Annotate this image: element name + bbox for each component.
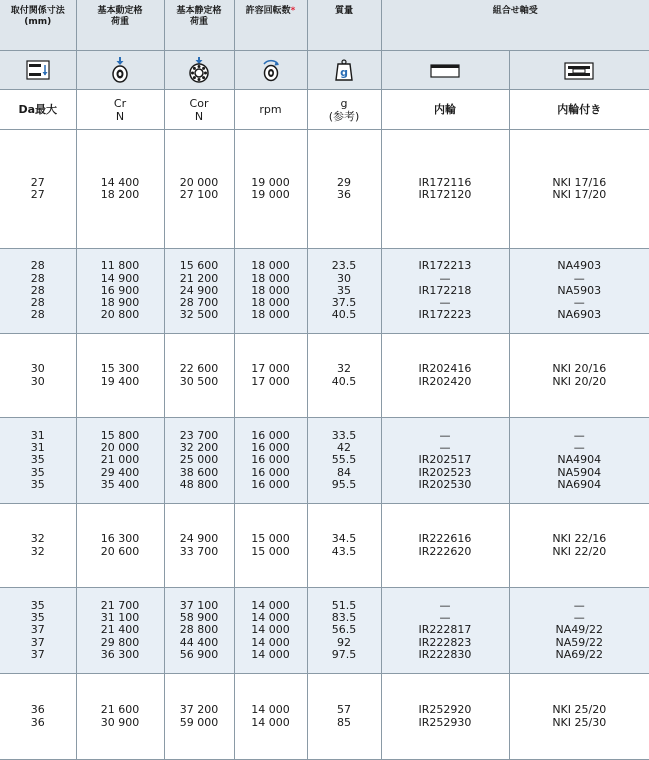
cell-value: NA5903 xyxy=(510,285,649,297)
cell-value: 38 600 xyxy=(165,467,234,479)
cell-value: 17 000 xyxy=(235,363,307,375)
cell-value: 35 xyxy=(0,479,76,491)
cell-value: 58 900 xyxy=(165,612,234,624)
cell-value: 33 700 xyxy=(165,546,234,558)
header-combo-text: 組合せ軸受 xyxy=(493,6,538,16)
cell-value: 20 000 xyxy=(165,177,234,189)
cell-value: 56.5 xyxy=(308,624,381,636)
cell-value: IR172218 xyxy=(382,285,509,297)
cell-value: 27 xyxy=(0,189,76,201)
cell-with-inner-ring xyxy=(509,588,649,674)
cell-value: IR222817 xyxy=(382,624,509,636)
cell-value: NKI 22/20 xyxy=(510,546,649,558)
cell-value: — xyxy=(382,297,509,309)
cell-cor xyxy=(164,418,234,504)
unit-inner-ring: 内輪 xyxy=(381,90,509,130)
cell-value: 29 800 xyxy=(77,637,164,649)
cell-da-max xyxy=(0,504,76,588)
cell-value: 20 000 xyxy=(77,442,164,454)
header-static-load xyxy=(164,0,234,51)
weight-g-icon xyxy=(334,59,354,81)
cell-value: 11 800 xyxy=(77,260,164,272)
header-mass xyxy=(307,0,381,51)
cell-value: IR222616 xyxy=(382,533,509,545)
cell-value: 31 100 xyxy=(77,612,164,624)
inner-ring-icon xyxy=(430,64,460,78)
cell-mass xyxy=(307,334,381,418)
cell-value: 18 000 xyxy=(235,285,307,297)
cell-value: 56 900 xyxy=(165,649,234,661)
cell-value: 48 800 xyxy=(165,479,234,491)
cell-value: 17 000 xyxy=(235,376,307,388)
header-cr-text: 基本動定格 荷重 xyxy=(97,6,142,27)
row-group xyxy=(0,418,649,504)
cell-value: NKI 22/16 xyxy=(510,533,649,545)
cell-value: 28 xyxy=(0,260,76,272)
cell-mass xyxy=(307,674,381,760)
cell-value: — xyxy=(382,442,509,454)
cell-value: 14 000 xyxy=(235,637,307,649)
row-group xyxy=(0,674,649,760)
cell-da-max xyxy=(0,588,76,674)
cell-value: 15 800 xyxy=(77,430,164,442)
cell-value: NKI 25/20 xyxy=(510,704,649,716)
cell-inner-ring xyxy=(381,334,509,418)
cell-rpm xyxy=(234,588,307,674)
row-group xyxy=(0,504,649,588)
icon-cell-cr xyxy=(76,51,164,90)
cell-value: 30 xyxy=(308,273,381,285)
cell-value: NA6903 xyxy=(510,309,649,321)
cell-value: IR252920 xyxy=(382,704,509,716)
icon-cell-mass xyxy=(307,51,381,90)
cell-cr xyxy=(76,418,164,504)
cell-rpm xyxy=(234,418,307,504)
cell-value: 30 xyxy=(0,376,76,388)
cell-cor xyxy=(164,504,234,588)
cell-value: IR172213 xyxy=(382,260,509,272)
cell-value: NKI 20/16 xyxy=(510,363,649,375)
cell-value: IR202530 xyxy=(382,479,509,491)
cell-mass xyxy=(307,504,381,588)
cell-value: 14 400 xyxy=(77,177,164,189)
cell-value: 18 200 xyxy=(77,189,164,201)
cell-value: 14 900 xyxy=(77,273,164,285)
cell-value: 19 000 xyxy=(235,189,307,201)
cell-value: 34.5 xyxy=(308,533,381,545)
cell-value: 16 000 xyxy=(235,442,307,454)
cell-value: IR202523 xyxy=(382,467,509,479)
cell-value: NKI 20/20 xyxy=(510,376,649,388)
unit-with-inner: 内輪付き xyxy=(509,90,649,130)
cell-value: 15 600 xyxy=(165,260,234,272)
icon-cell-with-inner xyxy=(509,51,649,90)
cell-value: 16 000 xyxy=(235,430,307,442)
cell-value: 16 900 xyxy=(77,285,164,297)
cell-value: 28 xyxy=(0,309,76,321)
cell-value: 29 xyxy=(308,177,381,189)
cell-value: 44 400 xyxy=(165,637,234,649)
cell-value: — xyxy=(510,273,649,285)
cell-value: 16 000 xyxy=(235,479,307,491)
cell-rpm xyxy=(234,130,307,249)
cell-value: 57 xyxy=(308,704,381,716)
cell-value: 19 000 xyxy=(235,177,307,189)
cell-value: 30 900 xyxy=(77,717,164,729)
cell-inner-ring xyxy=(381,674,509,760)
cell-value: 28 xyxy=(0,297,76,309)
header-row-icons xyxy=(0,51,649,90)
cell-value: 37 100 xyxy=(165,600,234,612)
row-group xyxy=(0,334,649,418)
cell-inner-ring xyxy=(381,249,509,334)
cell-da-max xyxy=(0,249,76,334)
icon-cell-inner-ring xyxy=(381,51,509,90)
unit-mass: g (参考) xyxy=(307,90,381,130)
header-dynamic-load xyxy=(76,0,164,51)
cell-value: IR222823 xyxy=(382,637,509,649)
cell-value: IR222620 xyxy=(382,546,509,558)
cell-value: 19 400 xyxy=(77,376,164,388)
cell-value: 35 xyxy=(0,454,76,466)
cell-value: — xyxy=(510,600,649,612)
cell-value: IR172120 xyxy=(382,189,509,201)
cell-value: NA6904 xyxy=(510,479,649,491)
cell-value: 24 900 xyxy=(165,285,234,297)
cell-value: 37 xyxy=(0,637,76,649)
cell-value: 36 xyxy=(0,704,76,716)
cell-value: 28 xyxy=(0,273,76,285)
cell-cor xyxy=(164,334,234,418)
cell-value: 85 xyxy=(308,717,381,729)
cell-value: 20 600 xyxy=(77,546,164,558)
unit-rpm: rpm xyxy=(234,90,307,130)
cell-cr xyxy=(76,130,164,249)
cell-value: NA4903 xyxy=(510,260,649,272)
cell-inner-ring xyxy=(381,504,509,588)
cell-value: 28 800 xyxy=(165,624,234,636)
cell-cr xyxy=(76,249,164,334)
header-mounting-dimension xyxy=(0,0,76,51)
cell-value: 14 000 xyxy=(235,649,307,661)
header-combined-bearing xyxy=(381,0,649,51)
cell-cor xyxy=(164,588,234,674)
cell-value: — xyxy=(510,297,649,309)
cell-inner-ring xyxy=(381,130,509,249)
cell-value: 15 300 xyxy=(77,363,164,375)
cell-cor xyxy=(164,674,234,760)
cell-rpm xyxy=(234,334,307,418)
cell-rpm xyxy=(234,504,307,588)
cell-value: IR202420 xyxy=(382,376,509,388)
cell-da-max xyxy=(0,334,76,418)
header-row-titles xyxy=(0,0,649,51)
cell-value: 21 600 xyxy=(77,704,164,716)
cell-value: 36 xyxy=(0,717,76,729)
row-group xyxy=(0,130,649,249)
cell-value: 40.5 xyxy=(308,376,381,388)
cell-value: 28 700 xyxy=(165,297,234,309)
cell-value: 35 400 xyxy=(77,479,164,491)
cell-value: NA5904 xyxy=(510,467,649,479)
shoulder-dimension-icon xyxy=(26,60,50,80)
cell-mass xyxy=(307,418,381,504)
cell-inner-ring xyxy=(381,418,509,504)
cell-value: 37 xyxy=(0,624,76,636)
cell-value: 42 xyxy=(308,442,381,454)
cell-value: 23 700 xyxy=(165,430,234,442)
cell-cor xyxy=(164,130,234,249)
cell-with-inner-ring xyxy=(509,504,649,588)
cell-value: 35 xyxy=(308,285,381,297)
cell-value: 23.5 xyxy=(308,260,381,272)
cell-value: 21 400 xyxy=(77,624,164,636)
cell-value: 18 000 xyxy=(235,297,307,309)
cell-value: IR222830 xyxy=(382,649,509,661)
cell-value: 97.5 xyxy=(308,649,381,661)
cell-value: 59 000 xyxy=(165,717,234,729)
header-rpm-text: 許容回転数 xyxy=(246,6,291,16)
cell-value: 35 xyxy=(0,600,76,612)
header-cor-text: 基本静定格 荷重 xyxy=(176,6,221,27)
row-group xyxy=(0,588,649,674)
cell-value: 18 000 xyxy=(235,273,307,285)
cell-value: 18 000 xyxy=(235,309,307,321)
icon-cell-cor xyxy=(164,51,234,90)
cell-value: — xyxy=(382,612,509,624)
cell-value: 30 500 xyxy=(165,376,234,388)
cell-value: 14 000 xyxy=(235,624,307,636)
cell-value: 83.5 xyxy=(308,612,381,624)
icon-cell-da xyxy=(0,51,76,90)
cell-value: 22 600 xyxy=(165,363,234,375)
cell-value: 24 900 xyxy=(165,533,234,545)
cell-value: — xyxy=(382,600,509,612)
cell-value: 31 xyxy=(0,430,76,442)
cell-value: 95.5 xyxy=(308,479,381,491)
cell-value: 18 000 xyxy=(235,260,307,272)
cell-rpm xyxy=(234,674,307,760)
cell-value: 43.5 xyxy=(308,546,381,558)
cell-value: NA4904 xyxy=(510,454,649,466)
cell-value: 37.5 xyxy=(308,297,381,309)
svg-text:g: g xyxy=(340,66,348,79)
header-limiting-speed xyxy=(234,0,307,51)
cell-with-inner-ring xyxy=(509,249,649,334)
cell-value: 14 000 xyxy=(235,717,307,729)
cell-value: 27 100 xyxy=(165,189,234,201)
cell-value: 36 300 xyxy=(77,649,164,661)
cell-with-inner-ring xyxy=(509,674,649,760)
cell-with-inner-ring xyxy=(509,418,649,504)
cell-inner-ring xyxy=(381,588,509,674)
cell-value: 32 200 xyxy=(165,442,234,454)
cell-value: 25 000 xyxy=(165,454,234,466)
rotation-bearing-icon xyxy=(261,58,281,82)
cell-value: 29 400 xyxy=(77,467,164,479)
cell-value: 16 000 xyxy=(235,454,307,466)
cell-cr xyxy=(76,504,164,588)
cell-value: 20 800 xyxy=(77,309,164,321)
static-load-bearing-icon xyxy=(187,57,211,83)
cell-da-max xyxy=(0,130,76,249)
cell-value: 16 000 xyxy=(235,467,307,479)
cell-value: 14 000 xyxy=(235,704,307,716)
cell-mass xyxy=(307,249,381,334)
cell-value: 92 xyxy=(308,637,381,649)
cell-value: 21 700 xyxy=(77,600,164,612)
table-body xyxy=(0,130,649,760)
unit-cr: Cr N xyxy=(76,90,164,130)
dynamic-load-bearing-icon xyxy=(111,57,129,83)
cell-value: 15 000 xyxy=(235,546,307,558)
cell-value: — xyxy=(510,442,649,454)
row-group xyxy=(0,249,649,334)
cell-value: — xyxy=(510,612,649,624)
cell-value: 32 xyxy=(308,363,381,375)
cell-value: IR202416 xyxy=(382,363,509,375)
cell-rpm xyxy=(234,249,307,334)
cell-value: IR202517 xyxy=(382,454,509,466)
cell-value: NA69/22 xyxy=(510,649,649,661)
cell-cor xyxy=(164,249,234,334)
cell-value: 21 000 xyxy=(77,454,164,466)
cell-cr xyxy=(76,334,164,418)
cell-value: IR252930 xyxy=(382,717,509,729)
cell-value: — xyxy=(382,430,509,442)
cell-value: 27 xyxy=(0,177,76,189)
header-row-units xyxy=(0,90,649,130)
cell-value: 18 900 xyxy=(77,297,164,309)
header-da-text: 取付関係寸法 (mm) xyxy=(11,6,65,27)
cell-value: 32 xyxy=(0,533,76,545)
cell-value: 40.5 xyxy=(308,309,381,321)
bearing-with-inner-ring-icon xyxy=(564,62,594,80)
cell-value: 28 xyxy=(0,285,76,297)
cell-value: 21 200 xyxy=(165,273,234,285)
cell-da-max xyxy=(0,674,76,760)
cell-value: 15 000 xyxy=(235,533,307,545)
cell-value: 14 000 xyxy=(235,600,307,612)
cell-cr xyxy=(76,674,164,760)
cell-mass xyxy=(307,588,381,674)
cell-value: IR172223 xyxy=(382,309,509,321)
cell-value: 32 500 xyxy=(165,309,234,321)
cell-value: 55.5 xyxy=(308,454,381,466)
cell-value: 35 xyxy=(0,612,76,624)
cell-value: 16 300 xyxy=(77,533,164,545)
cell-value: NA59/22 xyxy=(510,637,649,649)
cell-value: 31 xyxy=(0,442,76,454)
cell-value: — xyxy=(382,273,509,285)
cell-value: NKI 17/20 xyxy=(510,189,649,201)
cell-value: 14 000 xyxy=(235,612,307,624)
cell-value: 37 xyxy=(0,649,76,661)
cell-mass xyxy=(307,130,381,249)
icon-cell-rpm xyxy=(234,51,307,90)
header-mass-text: 質量 xyxy=(335,6,353,16)
cell-value: 32 xyxy=(0,546,76,558)
cell-value: — xyxy=(510,430,649,442)
cell-cr xyxy=(76,588,164,674)
limiting-speed-note-mark: * xyxy=(291,6,296,16)
cell-value: IR172116 xyxy=(382,177,509,189)
cell-value: 84 xyxy=(308,467,381,479)
cell-da-max xyxy=(0,418,76,504)
unit-da: Da最大 xyxy=(0,90,76,130)
cell-value: 35 xyxy=(0,467,76,479)
cell-value: NKI 17/16 xyxy=(510,177,649,189)
cell-value: NA49/22 xyxy=(510,624,649,636)
cell-value: 36 xyxy=(308,189,381,201)
unit-cor: Cor N xyxy=(164,90,234,130)
cell-value: NKI 25/30 xyxy=(510,717,649,729)
cell-with-inner-ring xyxy=(509,130,649,249)
cell-with-inner-ring xyxy=(509,334,649,418)
cell-value: 51.5 xyxy=(308,600,381,612)
cell-value: 33.5 xyxy=(308,430,381,442)
cell-value: 30 xyxy=(0,363,76,375)
cell-value: 37 200 xyxy=(165,704,234,716)
